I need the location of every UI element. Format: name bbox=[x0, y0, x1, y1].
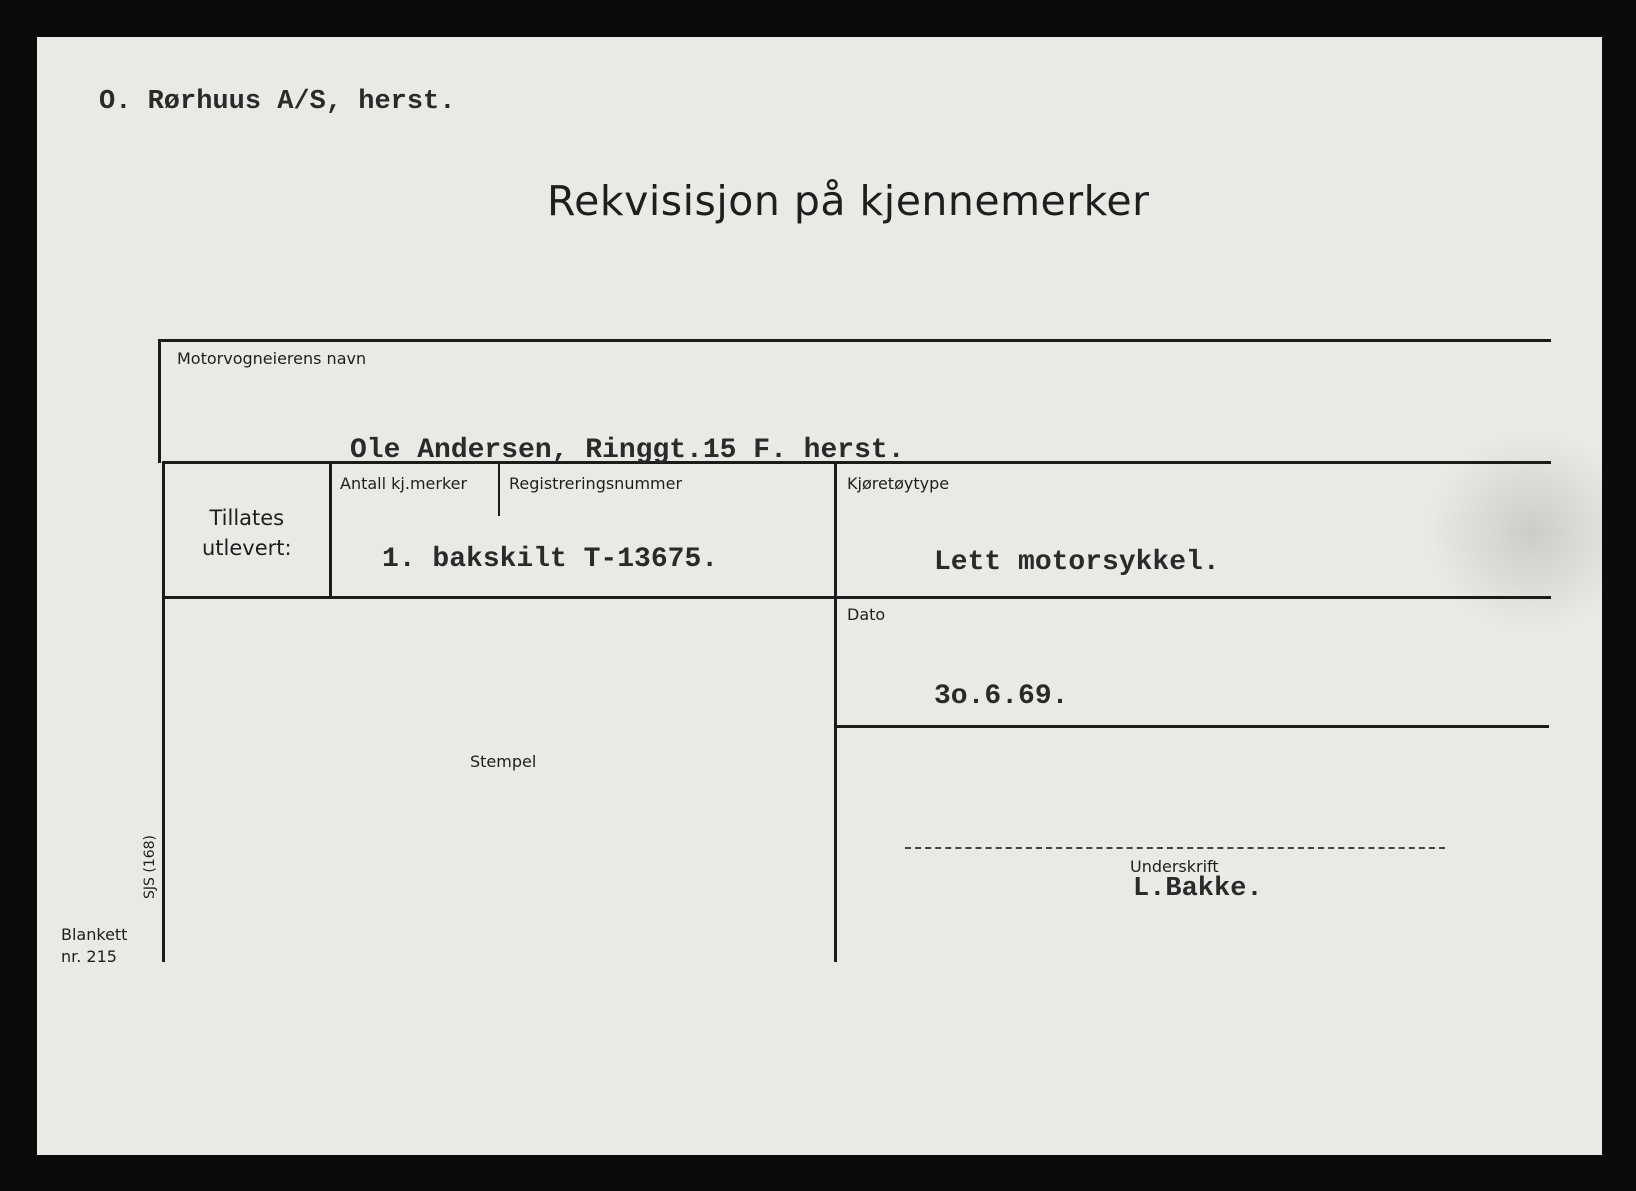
date-bottom-rule bbox=[834, 725, 1549, 728]
issued-divider-rule bbox=[329, 461, 332, 599]
center-divider-rule bbox=[834, 461, 837, 962]
blankett-line1: Blankett bbox=[61, 925, 128, 944]
blankett-number bbox=[61, 924, 127, 968]
owner-value: Ole Andersen, Ringgt.15 F. herst. bbox=[350, 435, 905, 466]
issued-label bbox=[202, 503, 292, 563]
count-label: Antall kj.merker bbox=[340, 474, 468, 493]
date-value: 3o.6.69. bbox=[934, 681, 1069, 712]
owner-left-rule bbox=[158, 339, 161, 463]
vehicle-type-label: Kjøretøytype bbox=[847, 474, 950, 493]
side-code: SJS (168) bbox=[142, 835, 158, 899]
signature-value: L.Bakke. bbox=[1133, 874, 1263, 904]
signature-label: Underskrift bbox=[1130, 857, 1219, 876]
blankett-line2: nr. 215 bbox=[61, 947, 117, 966]
left-border-rule bbox=[162, 461, 165, 962]
owner-top-rule bbox=[158, 339, 1551, 342]
signature-line bbox=[905, 847, 1445, 849]
issued-label-line1: Tillates bbox=[209, 506, 285, 530]
company-typed-header: O. Rørhuus A/S, herst. bbox=[99, 87, 456, 117]
middle-rule bbox=[162, 596, 1551, 599]
issued-label-line2: utlevert: bbox=[202, 536, 292, 560]
regnum-label: Registreringsnummer bbox=[509, 474, 683, 493]
owner-label: Motorvogneierens navn bbox=[177, 349, 367, 368]
count-regnum-value: 1. bakskilt T-13675. bbox=[382, 544, 719, 575]
form-sheet bbox=[37, 37, 1602, 1155]
vehicle-type-value: Lett motorsykkel. bbox=[934, 547, 1220, 578]
form-title: Rekvisisjon på kjennemerker bbox=[547, 177, 1150, 225]
count-regnum-divider bbox=[498, 461, 500, 516]
stamp-label: Stempel bbox=[470, 752, 537, 771]
date-label: Dato bbox=[847, 605, 886, 624]
